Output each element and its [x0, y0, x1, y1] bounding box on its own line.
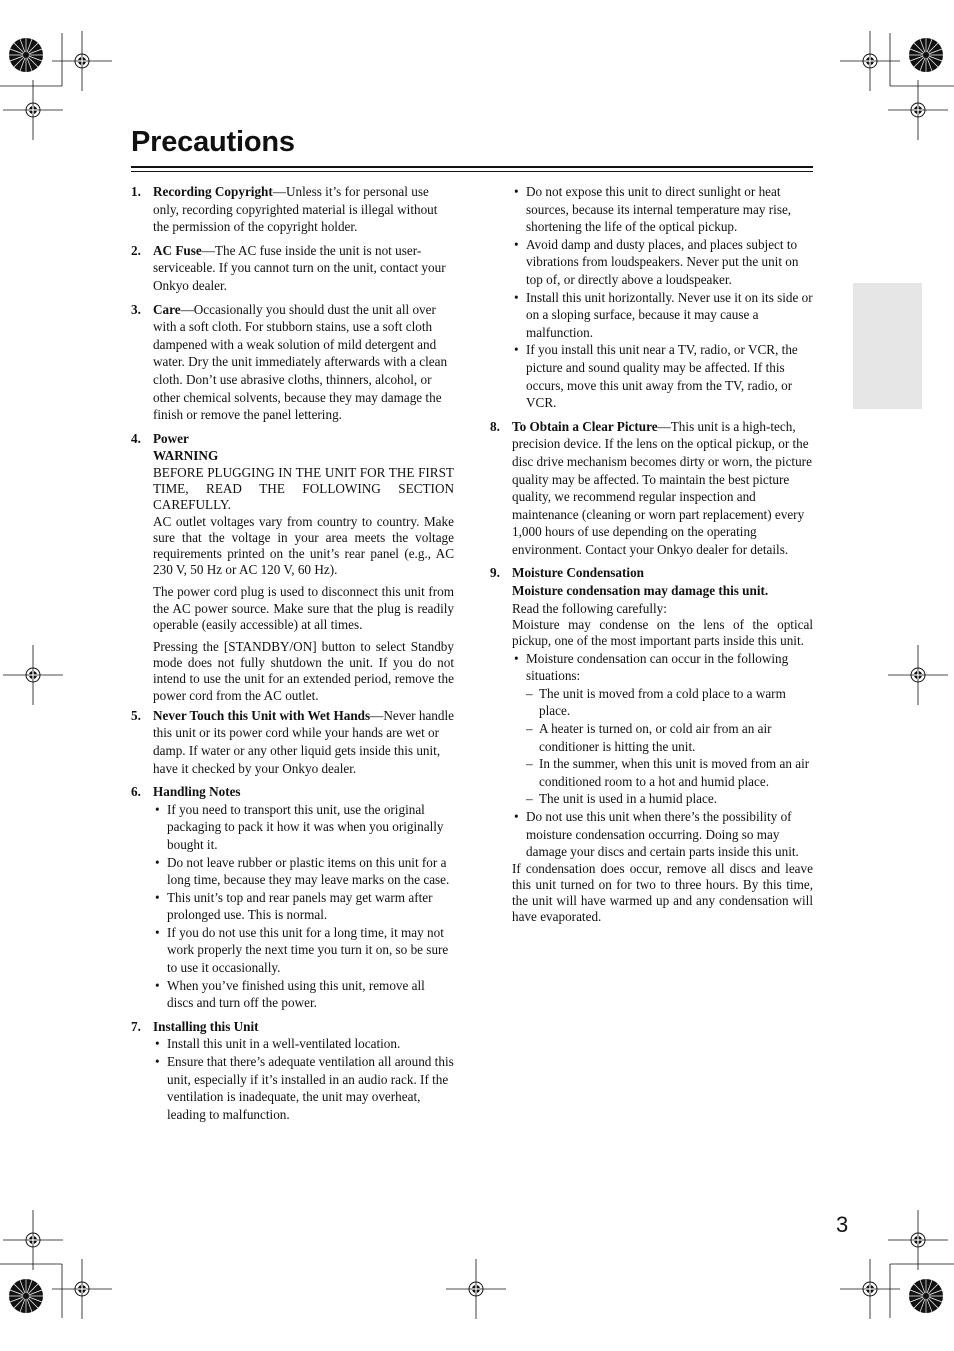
- list-item: • Do not use this unit when there’s the possibility of moisture condensation occurring. Doing so may damage your discs and certain parts inside this unit.: [512, 808, 813, 861]
- list-item: • Ensure that there’s adequate ventilation all around this unit, especially if it’s installed in an audio rack. If the ventilation is inadequate, the unit may overheat, leading to malfunction.: [153, 1053, 454, 1123]
- item-heading: To Obtain a Clear Picture: [512, 418, 658, 434]
- item-heading: Moisture Condensation: [512, 565, 645, 581]
- right-column: [490, 183, 813, 926]
- item-number: 9.: [490, 565, 500, 581]
- title-rule: [131, 166, 813, 168]
- list-item: • Install this unit in a well-ventilated location.: [153, 1035, 454, 1053]
- left-column: [131, 183, 454, 1123]
- item-heading: Care: [153, 301, 181, 317]
- list-item: • Do not expose this unit to direct sunlight or heat sources, because its internal temperature may rise, shortening the life of the optical pickup.: [512, 183, 813, 236]
- item-text: —This unit is a high-tech, precision device. If the lens on the optical pickup, or the disc drive mechanism becomes dirty or worn, the picture quality may be affected. To maintain the best picture quality, we recommend regular inspection and maintenance (cleaning or worn part replacement) every 1,000 hours of use depending on the operating environment. Contact your Onkyo dealer for details.: [512, 418, 812, 557]
- warning-label: WARNING: [153, 448, 219, 464]
- title-rule-thin: [131, 171, 813, 172]
- section-tab: [853, 283, 922, 409]
- page-number: 3: [836, 1212, 849, 1237]
- warning-caps: BEFORE PLUGGING IN THE UNIT FOR THE FIRST TIME, READ THE FOLLOWING SECTION CAREFULLY.: [153, 464, 454, 513]
- dash-item: – The unit is used in a humid place.: [512, 790, 813, 808]
- dash-item: – In the summer, when this unit is moved from an air conditioned room to a hot and humid place.: [512, 755, 813, 790]
- page-title: Precautions: [131, 126, 295, 158]
- item-text: —Unless it’s for personal use only, recording copyrighted material is illegal without the permission of the copyright holder.: [153, 184, 438, 235]
- item-clear-picture: [490, 418, 813, 559]
- moisture-para-1: Moisture may condense on the lens of the optical pickup, one of the most important parts inside this unit.: [512, 617, 813, 649]
- dash-item: – A heater is turned on, or cold air from an air conditioner is hitting the unit.: [512, 720, 813, 755]
- read-note: Read the following carefully:: [512, 600, 667, 616]
- list-item: • If you need to transport this unit, use the original packaging to pack it how it was when you originally bought it.: [153, 801, 454, 854]
- item-number: 1.: [131, 184, 141, 199]
- item-installing: [131, 1018, 454, 1124]
- item-installing-continued: [490, 183, 813, 412]
- list-item: • If you install this unit near a TV, radio, or VCR, the picture and sound quality may be affected. If this occurs, move this unit away from the TV, radio, or VCR.: [512, 341, 813, 411]
- item-text: —Never handle this unit or its power cord while your hands are wet or damp. If water or any other liquid gets inside this unit, have it checked by your Onkyo dealer.: [153, 707, 455, 776]
- item-heading: Recording Copyright: [153, 184, 273, 199]
- item-wet-hands: [131, 707, 454, 777]
- item-power: [131, 430, 454, 704]
- power-para-2: The power cord plug is used to disconnect this unit from the AC power source. Make sure that the plug is readily operable (easily accessible) at all times.: [153, 584, 454, 632]
- item-heading: Never Touch this Unit with Wet Hands: [153, 707, 371, 723]
- item-ac-fuse: [131, 242, 454, 295]
- item-moisture: [490, 564, 813, 925]
- list-item: • Do not leave rubber or plastic items on this unit for a long time, because they may leave marks on the case.: [153, 854, 454, 889]
- item-heading: Handling Notes: [153, 784, 241, 800]
- item-number: 8.: [490, 418, 500, 434]
- power-para-3: Pressing the [STANDBY/ON] button to select Standby mode does not fully shutdown the unit. If you do not intend to use the unit for an extended period, remove the power cord from the AC outlet.: [153, 638, 454, 703]
- item-text: —Occasionally you should dust the unit all over with a soft cloth. For stubborn stains, use a soft cloth dampened with a weak solution of mild detergent and water. Dry the unit immediately afterwards with a clean cloth. Don’t use abrasive cloths, thinners, alcohol, or other chemical solvents, because they may damage the finish or remove the panel lettering.: [153, 301, 448, 423]
- item-number: 6.: [131, 784, 141, 800]
- item-text: —The AC fuse inside the unit is not user-serviceable. If you cannot turn on the unit, contact your Onkyo dealer.: [153, 242, 446, 293]
- item-recording-copyright: [131, 183, 454, 236]
- moisture-para-2: If condensation does occur, remove all discs and leave this unit turned on for two to three hours. By this time, the unit will have warmed up and any condensation will have evaporated.: [512, 860, 813, 925]
- item-number: 4.: [131, 430, 141, 446]
- item-handling-notes: [131, 783, 454, 1012]
- item-number: 3.: [131, 301, 141, 317]
- list-item: • This unit’s top and rear panels may get warm after prolonged use. This is normal.: [153, 889, 454, 924]
- item-care: [131, 301, 454, 424]
- dash-item: – The unit is moved from a cold place to a warm place.: [512, 685, 813, 720]
- item-heading: AC Fuse: [153, 242, 202, 258]
- list-item: • If you do not use this unit for a long time, it may not work properly the next time you turn it on, so be sure to use it occasionally.: [153, 924, 454, 977]
- list-item: • When you’ve finished using this unit, remove all discs and turn off the power.: [153, 977, 454, 1012]
- list-item: • Moisture condensation can occur in the following situations:: [512, 650, 813, 685]
- item-number: 2.: [131, 242, 141, 258]
- item-number: 5.: [131, 707, 141, 723]
- list-item: • Avoid damp and dusty places, and places subject to vibrations from loudspeakers. Never put the unit on top of, or directly above a loudspeaker.: [512, 236, 813, 289]
- power-para-1: AC outlet voltages vary from country to country. Make sure that the voltage in your area meets the voltage requirements printed on the unit’s rear panel (e.g., AC 230 V, 50 Hz or AC 120 V, 60 Hz).: [153, 513, 454, 578]
- item-heading: Installing this Unit: [153, 1018, 259, 1034]
- item-number: 7.: [131, 1018, 141, 1034]
- item-subheading: Moisture condensation may damage this unit.: [512, 583, 769, 599]
- item-heading: Power: [153, 430, 189, 446]
- list-item: • Install this unit horizontally. Never use it on its side or on a sloping surface, because it may cause a malfunction.: [512, 289, 813, 342]
